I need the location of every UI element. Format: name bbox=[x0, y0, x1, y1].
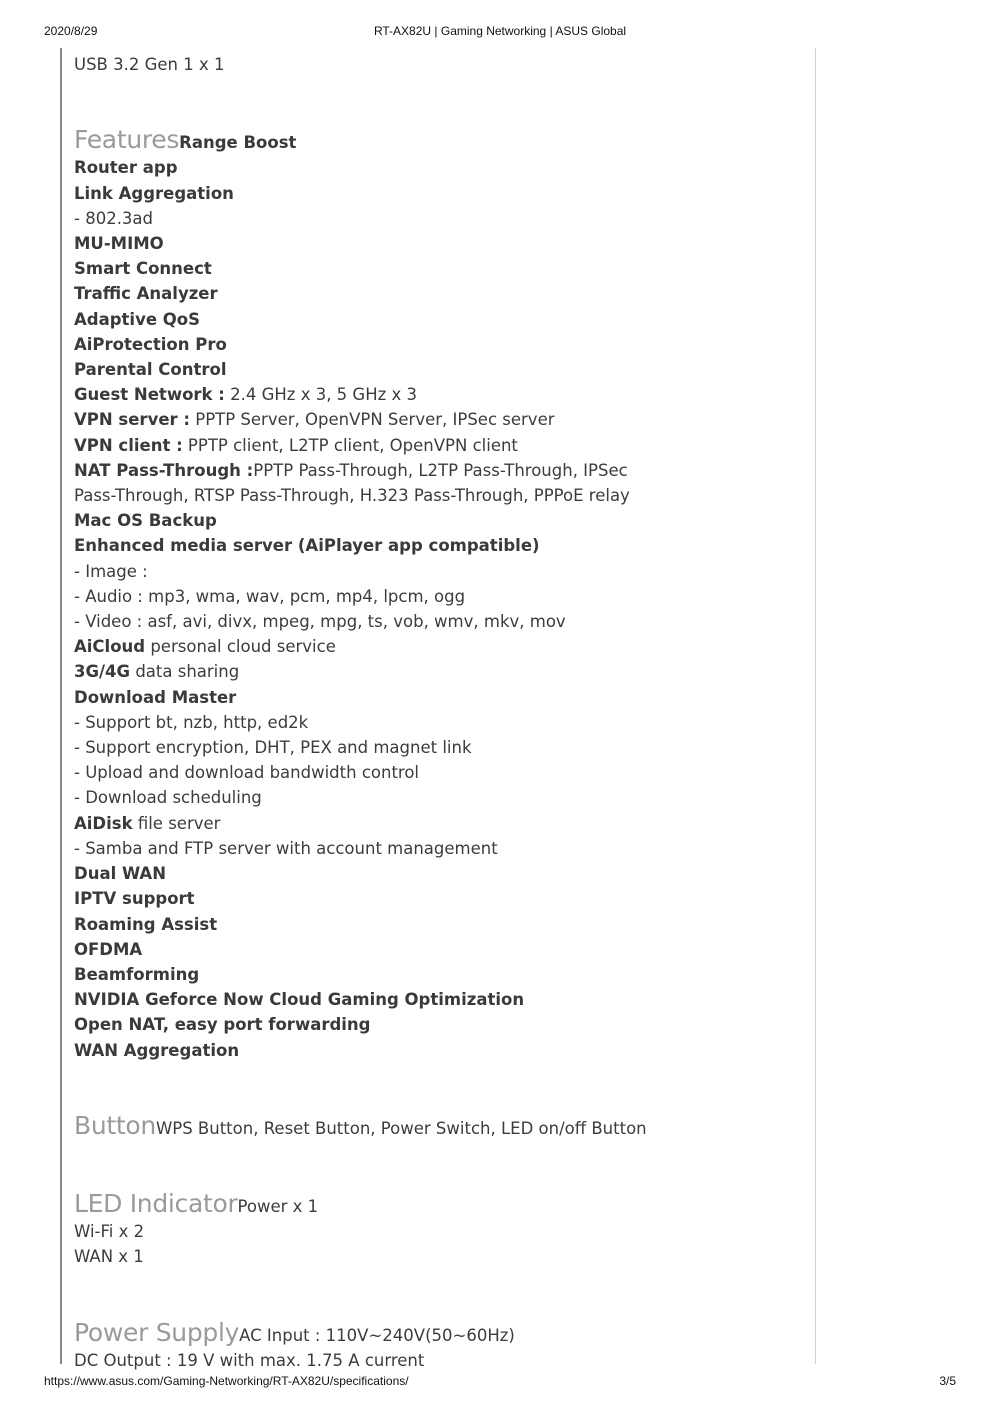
feature-vpn-client bbox=[74, 433, 794, 458]
feature-mu-mimo: MU-MIMO bbox=[74, 234, 164, 254]
feature-aiprotection-pro: AiProtection Pro bbox=[74, 334, 227, 354]
feature-smart-connect: Smart Connect bbox=[74, 259, 212, 279]
media-image: - Image : bbox=[74, 561, 148, 581]
power-heading: Power Supply bbox=[74, 1317, 240, 1347]
aicloud-label: AiCloud bbox=[74, 637, 146, 657]
power-ac-input: AC Input : 110V~240V(50~60Hz) bbox=[239, 1325, 515, 1345]
left-divider bbox=[60, 48, 62, 1364]
led-wifi: Wi-Fi x 2 bbox=[74, 1222, 145, 1242]
feature-traffic-analyzer: Traffic Analyzer bbox=[74, 284, 218, 304]
led-power: Power x 1 bbox=[237, 1196, 319, 1216]
guest-network-label: Guest Network : bbox=[74, 385, 225, 405]
spacer bbox=[74, 1270, 794, 1320]
nat-value: PPTP Pass-Through, L2TP Pass-Through, IPSec Pass-Through, RTSP Pass-Through, H.323 Pass-Through, PPPoE relay bbox=[74, 460, 630, 506]
feature-media-server: Enhanced media server (AiPlayer app compatible) bbox=[74, 536, 540, 556]
led-section bbox=[74, 1188, 794, 1219]
aicloud-value: personal cloud service bbox=[145, 637, 336, 657]
button-section bbox=[74, 1110, 794, 1141]
vpn-server-value: PPTP Server, OpenVPN Server, IPSec server bbox=[190, 410, 555, 430]
feature-link-aggregation-detail: - 802.3ad bbox=[74, 208, 154, 228]
button-value: WPS Button, Reset Button, Power Switch, LED on/off Button bbox=[155, 1118, 647, 1138]
feature-open-nat: Open NAT, easy port forwarding bbox=[74, 1015, 371, 1035]
feature-guest-network bbox=[74, 382, 794, 407]
spacer bbox=[74, 1063, 794, 1113]
feature-beamforming: Beamforming bbox=[74, 964, 200, 984]
spacer bbox=[74, 1141, 794, 1191]
led-heading: LED Indicator bbox=[74, 1188, 238, 1218]
button-heading: Button bbox=[74, 1110, 156, 1140]
download-master-detail-1: - Support bt, nzb, http, ed2k bbox=[74, 712, 309, 732]
feature-router-app: Router app bbox=[74, 158, 178, 178]
page-title: RT-AX82U | Gaming Networking | ASUS Global bbox=[373, 24, 627, 38]
download-master-detail-2: - Support encryption, DHT, PEX and magnet link bbox=[74, 738, 472, 758]
print-date: 2020/8/29 bbox=[44, 24, 98, 38]
guest-network-value: 2.4 GHz x 3, 5 GHz x 3 bbox=[224, 385, 418, 405]
aidisk-detail: - Samba and FTP server with account management bbox=[74, 838, 498, 858]
feature-range-boost: Range Boost bbox=[179, 133, 297, 153]
usb-spec: USB 3.2 Gen 1 x 1 bbox=[74, 55, 225, 74]
nat-label: NAT Pass-Through : bbox=[74, 460, 254, 480]
feature-link-aggregation: Link Aggregation bbox=[74, 183, 234, 203]
feature-mac-os-backup: Mac OS Backup bbox=[74, 511, 217, 531]
aidisk-label: AiDisk bbox=[74, 813, 133, 833]
media-audio: - Audio : mp3, wma, wav, pcm, mp4, lpcm, ogg bbox=[74, 586, 466, 606]
feature-wan-aggregation: WAN Aggregation bbox=[74, 1040, 240, 1060]
vpn-client-value: PPTP client, L2TP client, OpenVPN client bbox=[182, 435, 518, 455]
feature-nat-pass-through bbox=[74, 458, 654, 508]
download-master-detail-4: - Download scheduling bbox=[74, 788, 262, 808]
aidisk-value: file server bbox=[132, 813, 221, 833]
led-wan: WAN x 1 bbox=[74, 1247, 144, 1267]
feature-vpn-server bbox=[74, 407, 794, 432]
feature-roaming-assist: Roaming Assist bbox=[74, 914, 218, 934]
feature-nvidia: NVIDIA Geforce Now Cloud Gaming Optimization bbox=[74, 990, 525, 1010]
vpn-client-label: VPN client : bbox=[74, 435, 183, 455]
vpn-server-label: VPN server : bbox=[74, 410, 190, 430]
data-sharing-value: data sharing bbox=[130, 662, 240, 682]
feature-download-master: Download Master bbox=[74, 687, 237, 707]
feature-iptv: IPTV support bbox=[74, 889, 195, 909]
feature-aicloud bbox=[74, 634, 794, 659]
media-video: - Video : asf, avi, divx, mpeg, mpg, ts, vob, wmv, mkv, mov bbox=[74, 612, 566, 632]
power-section bbox=[74, 1317, 794, 1348]
features-section bbox=[74, 127, 794, 155]
spec-content bbox=[74, 52, 794, 1373]
feature-adaptive-qos: Adaptive QoS bbox=[74, 309, 201, 329]
right-divider bbox=[815, 48, 816, 1364]
feature-parental-control: Parental Control bbox=[74, 360, 227, 380]
feature-dual-wan: Dual WAN bbox=[74, 864, 167, 884]
feature-aidisk bbox=[74, 811, 794, 836]
download-master-detail-3: - Upload and download bandwidth control bbox=[74, 763, 420, 783]
features-heading: Features bbox=[74, 125, 180, 155]
feature-ofdma: OFDMA bbox=[74, 939, 143, 959]
spacer bbox=[74, 77, 794, 127]
power-dc-output: DC Output : 19 V with max. 1.75 A current bbox=[74, 1350, 425, 1370]
page-url: https://www.asus.com/Gaming-Networking/RT-AX82U/specifications/ bbox=[44, 1374, 409, 1388]
feature-data-sharing bbox=[74, 659, 794, 684]
page-number: 3/5 bbox=[939, 1374, 956, 1388]
data-sharing-label: 3G/4G bbox=[74, 662, 131, 682]
